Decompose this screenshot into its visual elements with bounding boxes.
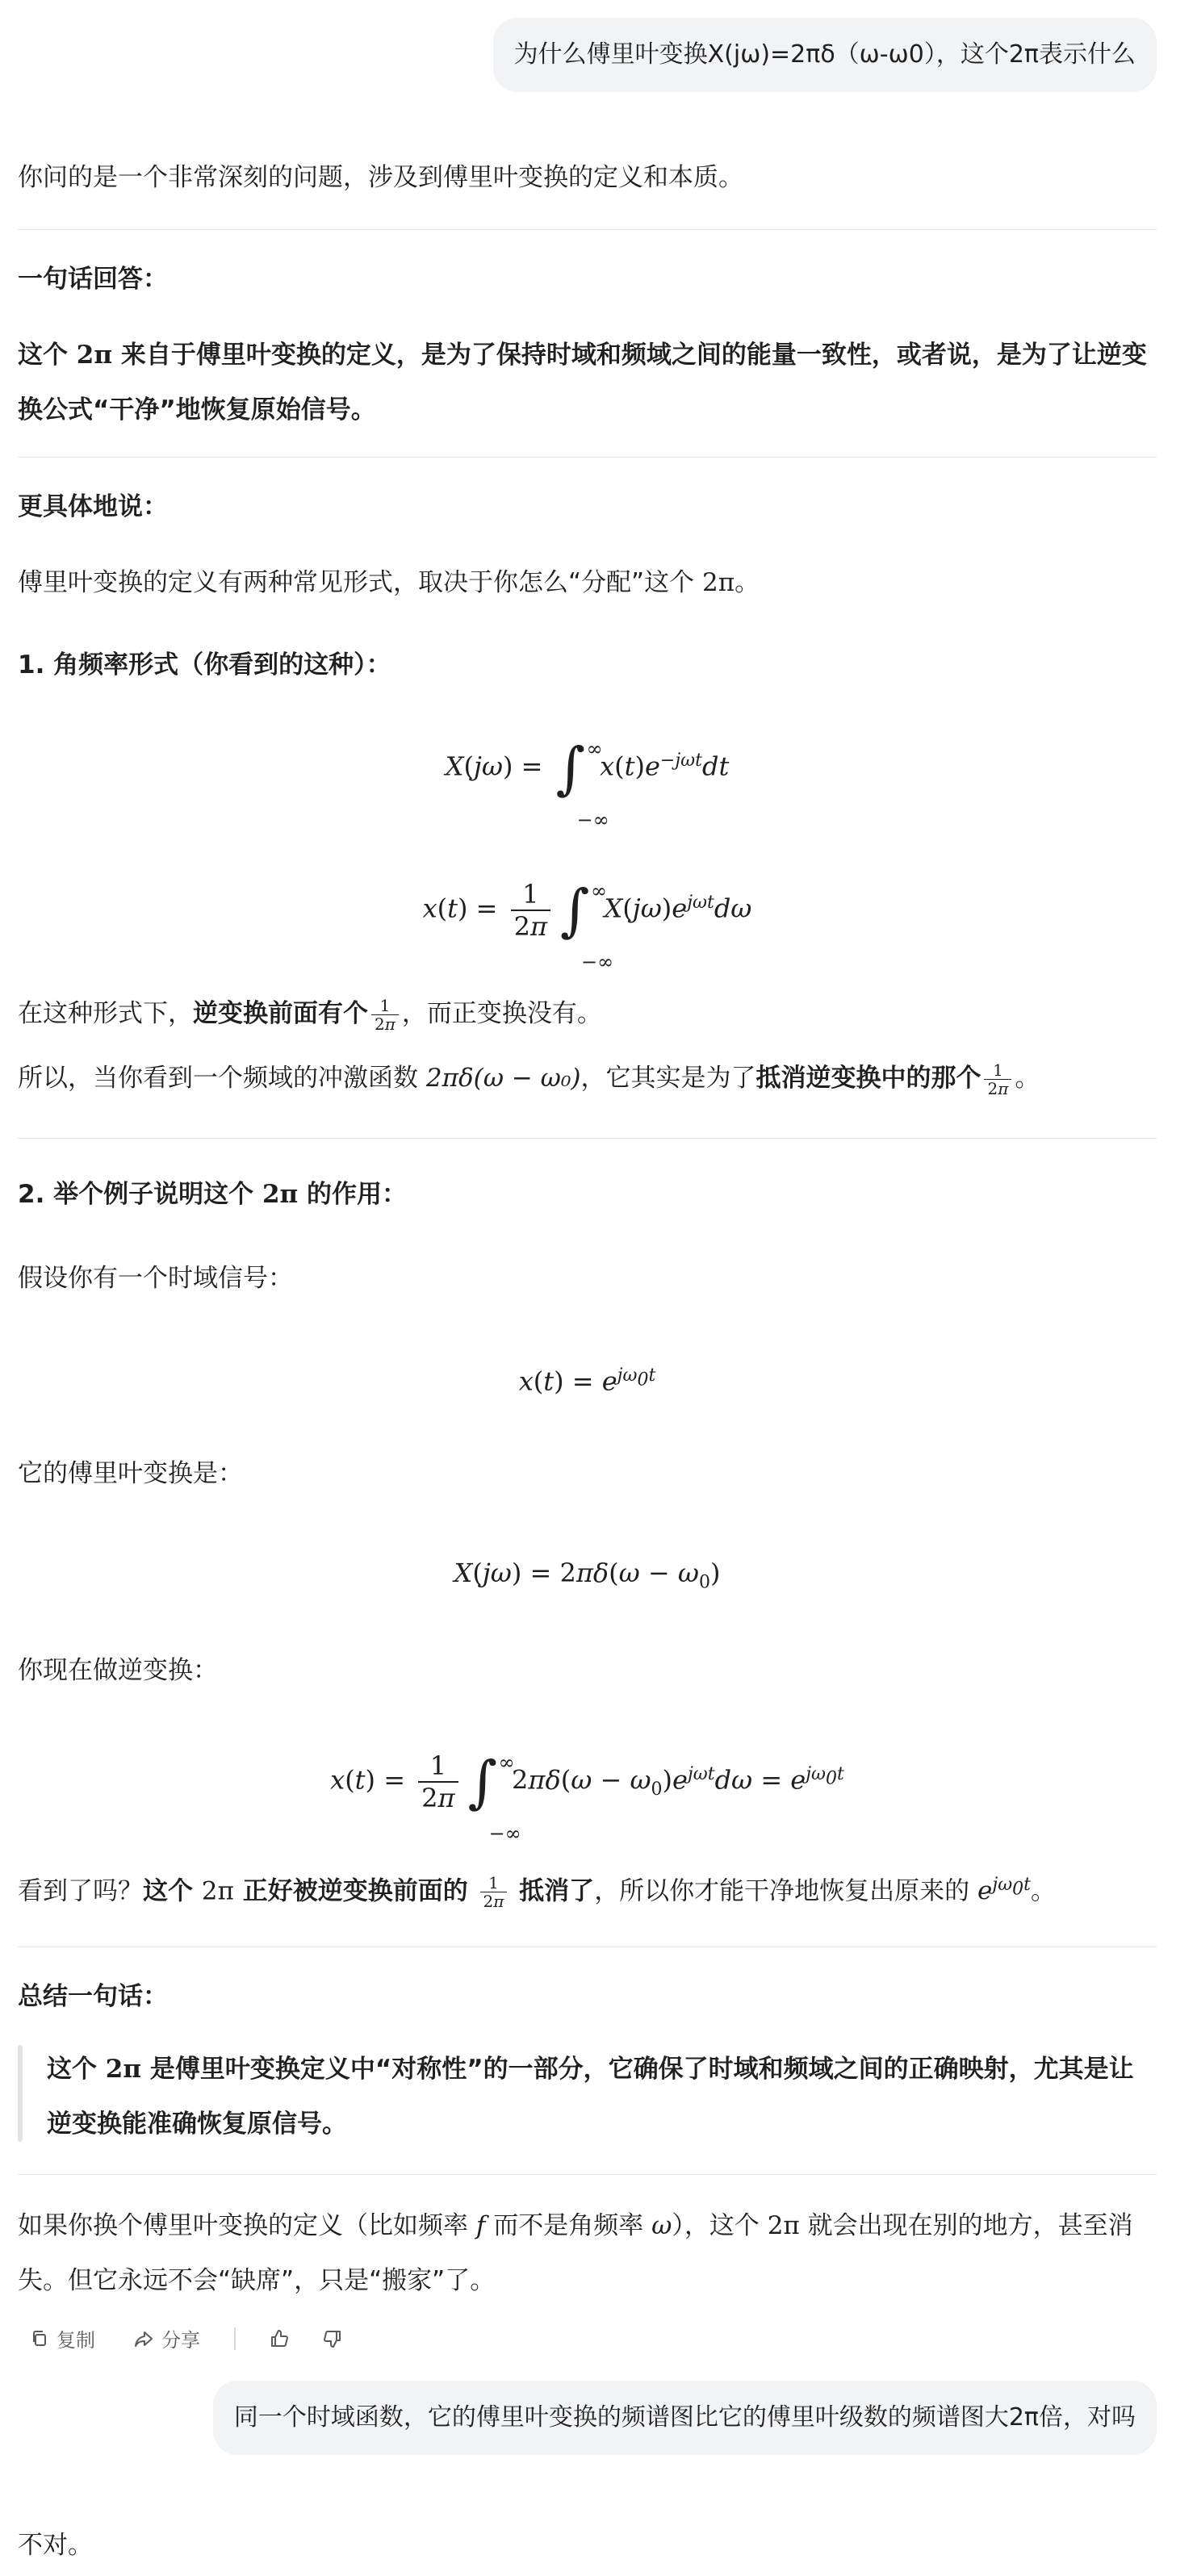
- summary-heading: 总结一句话：: [18, 1982, 168, 2011]
- share-button[interactable]: [128, 2319, 207, 2357]
- inverse-transform-equation: x(t) = $\frac{1}{2\pi}$ ∫ ∞ −∞ $X(j\omega)e^{j\omega t}d\omega$: [422, 877, 752, 974]
- one-sentence-heading: 一句话回答：: [18, 265, 168, 294]
- user-message-bubble: [493, 18, 1157, 92]
- copy-button[interactable]: [24, 2319, 102, 2357]
- divider: [18, 457, 1157, 458]
- divider: [18, 2174, 1157, 2175]
- divider: [18, 1138, 1157, 1139]
- user-message-bubble: [213, 2381, 1157, 2455]
- message-actions: [24, 2319, 349, 2357]
- thumbs-down-button[interactable]: [316, 2324, 349, 2353]
- final-paragraph: 如果你换个傅里叶变换的定义（比如频率 f 而不是角频率 ω），这个 2π 就会出现在别的地方，甚至消失。但它永远不会“缺席”，只是“搬家”了。: [18, 2211, 1133, 2295]
- copy-icon: [31, 2330, 48, 2348]
- inverse-example-equation: x(t) = $\frac{1}{2\pi}$ ∫ ∞ −∞ $2\pi\delta(\omega - \omega_0)e^{j\omega t}d\omega = e^{j\omega_0t}$: [330, 1749, 844, 1846]
- ft-result-equation: $X(j\omega) = 2\pi\delta(\omega - \omega_0)$: [454, 1558, 721, 1593]
- answer-intro: 你问的是一个非常深刻的问题，涉及到傅里叶变换的定义和本质。: [18, 163, 743, 192]
- its-ft-text: 它的傅里叶变换是：: [18, 1459, 243, 1488]
- thumbs-up-button[interactable]: [263, 2324, 295, 2353]
- detail-text: 傅里叶变换的定义有两种常见形式，取决于你怎么“分配”这个 2π。: [18, 568, 760, 597]
- summary-quote: 这个 2π 是傅里叶变换定义中“对称性”的一部分，它确保了时域和频域之间的正确映射，尤其是让逆变换能准确恢复原信号。: [47, 2055, 1134, 2139]
- blockquote-bar: [18, 2045, 23, 2142]
- divider: [18, 229, 1157, 230]
- thumbs-up-icon: [270, 2329, 289, 2348]
- share-label: 分享: [161, 2329, 200, 2352]
- share-icon: [134, 2330, 153, 2348]
- section1-heading: 1. 角频率形式（你看到的这种）：: [18, 650, 391, 680]
- detail-heading: 更具体地说：: [18, 492, 168, 521]
- section1-paragraph2: 所以，当你看到一个频域的冲激函数 2πδ(ω − ω₀)，它其实是为了抵消逆变换中的那个 $\frac{1}{2\pi}$ 。: [18, 1060, 1040, 1098]
- forward-transform-equation: X(jω) = ∫ ∞ −∞ $x(t)e^{-j\omega t}dt$: [445, 735, 730, 832]
- actions-separator: [234, 2327, 236, 2350]
- reply-text: 不对。: [18, 2531, 93, 2560]
- section1-paragraph1: 在这种形式下，逆变换前面有个 $\frac{1}{2\pi}$ ，而正变换没有。: [18, 996, 602, 1034]
- user-message-text: 同一个时域函数，它的傅里叶变换的频谱图比它的傅里叶级数的频谱图大2π倍，对吗: [233, 2403, 1136, 2432]
- section2-heading: 2. 举个例子说明这个 2π 的作用：: [18, 1180, 407, 1209]
- now-inverse-text: 你现在做逆变换：: [18, 1656, 218, 1685]
- time-signal-equation: $x(t) = e^{j\omega_0t}$: [518, 1365, 656, 1397]
- see-paragraph: 看到了吗？这个 2π 正好被逆变换前面的 $\frac{1}{2\pi}$ 抵消了，所以你才能干净地恢复出原来的 $e^{j\omega_0t}$。: [18, 1873, 1057, 1912]
- copy-label: 复制: [57, 2329, 95, 2352]
- user-message-text: 为什么傅里叶变换X(jω)=2πδ（ω-ω0），这个2π表示什么: [513, 40, 1136, 69]
- thumbs-down-icon: [323, 2329, 342, 2348]
- one-sentence-answer: 这个 2π 来自于傅里叶变换的定义，是为了保持时域和频域之间的能量一致性，或者说，是为了让逆变换公式“干净”地恢复原始信号。: [18, 341, 1147, 424]
- assume-text: 假设你有一个时域信号：: [18, 1264, 293, 1293]
